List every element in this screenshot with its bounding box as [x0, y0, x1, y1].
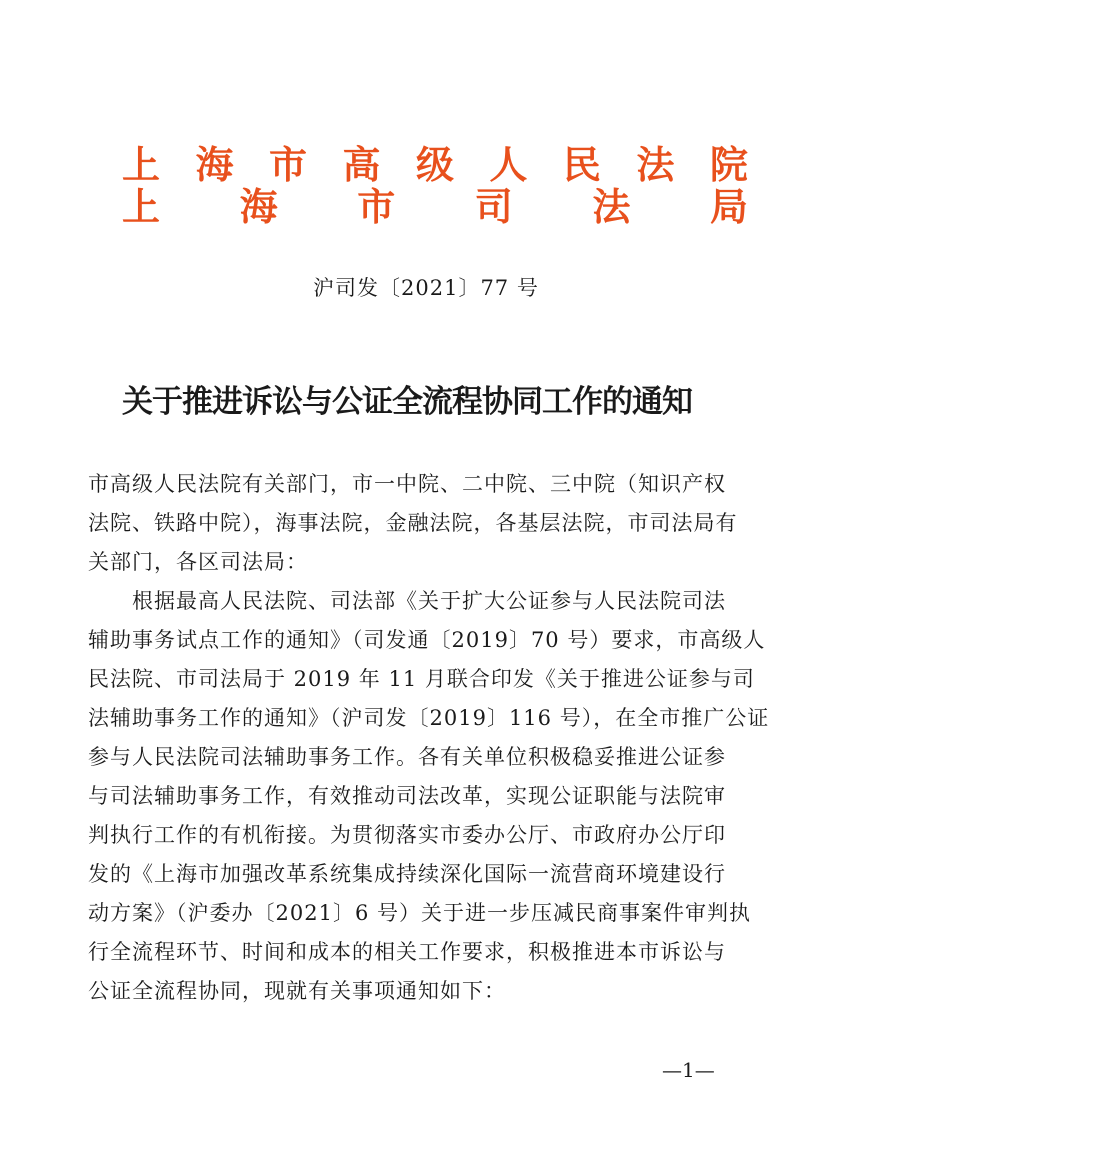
header-line2-char: 法 — [592, 184, 631, 229]
body-text-line: 行全流程环节、时间和成本的相关工作要求，积极推进本市诉讼与 — [88, 940, 726, 964]
header-line1-char: 民 — [562, 142, 601, 187]
document-body — [88, 465, 770, 1011]
issuing-authority-justice-bureau — [122, 186, 748, 228]
body-text-line: 关部门，各区司法局： — [88, 550, 308, 574]
body-text-line: 法院、铁路中院），海事法院，金融法院，各基层法院，市司法局有 — [88, 511, 738, 535]
body-text-line: 法辅助事务工作的通知》（沪司发〔2019〕116 号），在全市推广公证 — [88, 706, 770, 730]
issuing-authority-court — [122, 144, 748, 186]
header-line1-char: 级 — [415, 142, 454, 187]
body-text-line: 参与人民法院司法辅助事务工作。各有关单位积极稳妥推进公证参 — [88, 745, 726, 769]
header-line1-char: 海 — [195, 142, 234, 187]
header-line2-char: 司 — [474, 184, 513, 229]
header-line1-char: 院 — [709, 142, 748, 187]
document-title: 关于推进诉讼与公证全流程协同工作的通知 — [122, 384, 692, 420]
header-line1-char: 高 — [342, 142, 381, 187]
body-text-line: 判执行工作的有机衔接。为贯彻落实市委办公厅、市政府办公厅印 — [88, 823, 726, 847]
header-line1-char: 法 — [636, 142, 675, 187]
body-text-line: 发的《上海市加强改革系统集成持续深化国际一流营商环境建设行 — [88, 862, 726, 886]
header-line2-char: 上 — [122, 184, 161, 229]
header-line2-char: 局 — [709, 184, 748, 229]
body-text-line: 与司法辅助事务工作，有效推动司法改革，实现公证职能与法院审 — [88, 784, 726, 808]
header-line1-char: 人 — [489, 142, 528, 187]
header-line1-char: 上 — [122, 142, 161, 187]
header-line2-char: 海 — [239, 184, 278, 229]
body-text-line: 动方案》（沪委办〔2021〕6 号）关于进一步压减民商事案件审判执 — [88, 901, 751, 925]
page-number: —1— — [662, 1058, 715, 1082]
body-text-line: 民法院、市司法局于 2019 年 11 月联合印发《关于推进公证参与司 — [88, 667, 755, 691]
body-text-line: 公证全流程协同，现就有关事项通知如下： — [88, 979, 506, 1003]
header-line2-char: 市 — [357, 184, 396, 229]
body-text-line: 根据最高人民法院、司法部《关于扩大公证参与人民法院司法 — [88, 589, 726, 613]
header-line1-char: 市 — [268, 142, 307, 187]
body-text-line: 辅助事务试点工作的通知》（司发通〔2019〕70 号）要求，市高级人 — [88, 628, 766, 652]
document-number: 沪司发〔2021〕77 号 — [313, 276, 539, 300]
body-text-line: 市高级人民法院有关部门，市一中院、二中院、三中院（知识产权 — [88, 472, 726, 496]
